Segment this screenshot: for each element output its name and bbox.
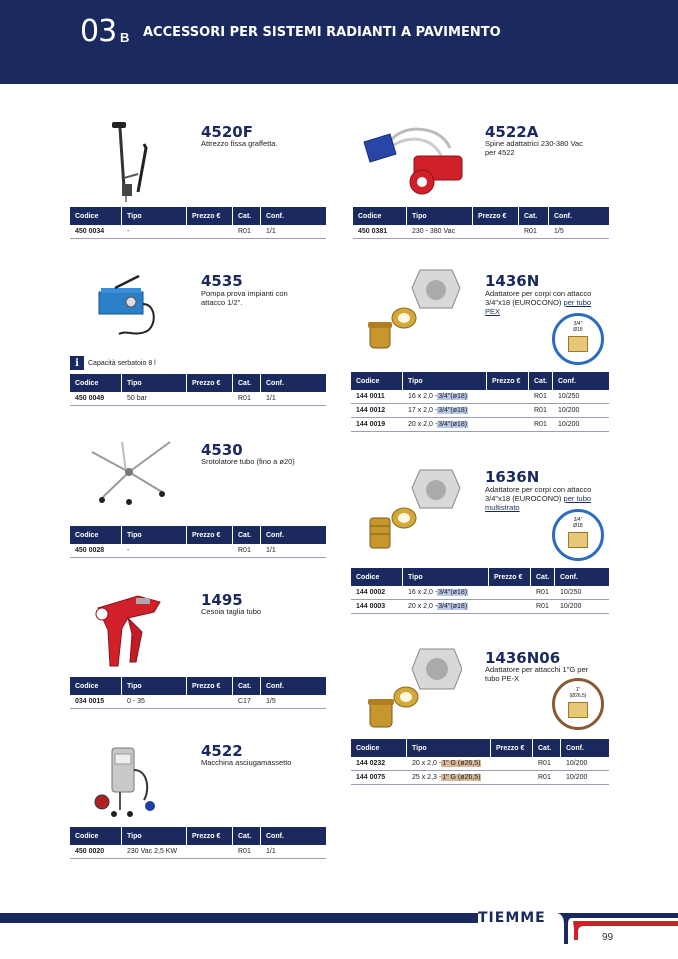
product-desc-4530: Srotolatore tubo (fino a ø20) (201, 457, 295, 466)
table-header: Codice Tipo Prezzo € Cat. Conf. (351, 739, 609, 757)
product-desc-4522a: Spine adattatrici 230-380 Vac per 4522 (485, 139, 583, 157)
product-code-4535: 4535 (201, 272, 243, 290)
table-header: Codice Tipo Prezzo € Cat. Conf. (351, 568, 609, 586)
connection-badge-1636n: 3/4" Ø18 (552, 509, 604, 561)
product-desc-4522: Macchina asciugamassetto (201, 758, 292, 767)
table-row: 450 0028 - R01 1/1 (70, 544, 326, 558)
page-header (0, 0, 678, 84)
product-desc-1495: Cesoia taglia tubo (201, 607, 262, 616)
table-row: 144 0012 17 x 2,0 - 3/4"(ø18) R01 10/200 (351, 404, 609, 418)
table-1436n06 (351, 739, 609, 785)
table-1636n (351, 568, 609, 614)
table-row: 144 0011 16 x 2,0 - 3/4"(ø18) R01 10/250 (351, 390, 609, 404)
brand-swoosh (556, 910, 678, 944)
table-header: Codice Tipo Prezzo € Cat. Conf. (70, 526, 326, 544)
adapter-plugs-image (360, 118, 470, 200)
chapter-suffix: B (120, 30, 130, 45)
fitting-pex-image (362, 266, 462, 352)
table-row: 144 0003 20 x 2,0 - 3/4"(ø18) R01 10/200 (351, 600, 609, 614)
info-icon: i (70, 356, 84, 370)
table-1495 (70, 677, 326, 709)
table-row: 034 0015 0 - 35 C17 1/5 (70, 695, 326, 709)
test-pump-image (95, 272, 165, 342)
footer-bar (0, 913, 478, 923)
table-4522a (353, 207, 609, 239)
pipe-uncoiler-image (82, 432, 177, 507)
staple-tool-image (100, 118, 160, 204)
product-code-1495: 1495 (201, 591, 243, 609)
product-desc-1436n06: Adattatore per attacchi 1"G per tubo PE-X (485, 665, 589, 683)
table-header: Codice Tipo Prezzo € Cat. Conf. (351, 372, 609, 390)
fitting-1g-image (362, 645, 462, 731)
connection-badge-1436n: 3/4" Ø18 (552, 313, 604, 365)
table-4520f (70, 207, 326, 239)
product-code-4522: 4522 (201, 742, 243, 760)
pipe-cutter-image (88, 588, 168, 670)
table-row: 450 0034 - R01 1/1 (70, 225, 326, 239)
product-desc-1636n: Adattatore per corpi con attacco 3/4"x18 (EUROCONO) per tubo multistrato (485, 485, 592, 512)
table-4535 (70, 374, 326, 406)
table-1436n (351, 372, 609, 432)
product-code-1436n06: 1436N06 (485, 649, 561, 667)
brand-logo: TIEMME (478, 910, 546, 926)
product-code-1636n: 1636N (485, 468, 540, 486)
table-row: 450 0020 230 Vac 2,5 KW R01 1/1 (70, 845, 326, 859)
product-code-4520f: 4520F (201, 123, 253, 141)
table-header: Codice Tipo Prezzo € Cat. Conf. (70, 374, 326, 392)
product-desc-1436n: Adattatore per corpi con attacco 3/4"x18 (EUROCONO) per tubo PEX (485, 289, 592, 316)
screed-dryer-image (90, 740, 170, 822)
product-code-4522a: 4522A (485, 123, 539, 141)
tank-capacity-note: i Capacità serbatoio 8 l (70, 356, 156, 370)
table-row: 144 0232 20 x 2,0 - 1" G (ø26,5) R01 10/200 (351, 757, 609, 771)
table-header: Codice Tipo Prezzo € Cat. Conf. (70, 207, 326, 225)
fitting-multilayer-image (362, 466, 462, 552)
table-row: 450 0381 230 - 380 Vac R01 1/5 (353, 225, 609, 239)
table-header: Codice Tipo Prezzo € Cat. Conf. (70, 827, 326, 845)
table-row: 144 0002 16 x 2,0 - 3/4"(ø18) R01 10/250 (351, 586, 609, 600)
product-desc-4535: Pompa prova impianti con attacco 1/2". (201, 289, 288, 307)
table-row: 144 0019 20 x 2,0 - 3/4"(ø18) R01 10/200 (351, 418, 609, 432)
chapter-title: ACCESSORI PER SISTEMI RADIANTI A PAVIMENTO (143, 25, 501, 40)
connection-badge-1436n06: 1" (Ø26,5) (552, 678, 604, 730)
product-code-4530: 4530 (201, 441, 243, 459)
page-number: 99 (602, 932, 614, 943)
product-code-1436n: 1436N (485, 272, 540, 290)
table-header: Codice Tipo Prezzo € Cat. Conf. (70, 677, 326, 695)
chapter-number: 03 (80, 14, 117, 49)
table-header: Codice Tipo Prezzo € Cat. Conf. (353, 207, 609, 225)
product-desc-4520f: Attrezzo fissa graffetta. (201, 139, 278, 148)
table-4530 (70, 526, 326, 558)
table-4522 (70, 827, 326, 859)
table-row: 450 0049 50 bar R01 1/1 (70, 392, 326, 406)
table-row: 144 0075 25 x 2,3 - 1" G (ø26,5) R01 10/200 (351, 771, 609, 785)
